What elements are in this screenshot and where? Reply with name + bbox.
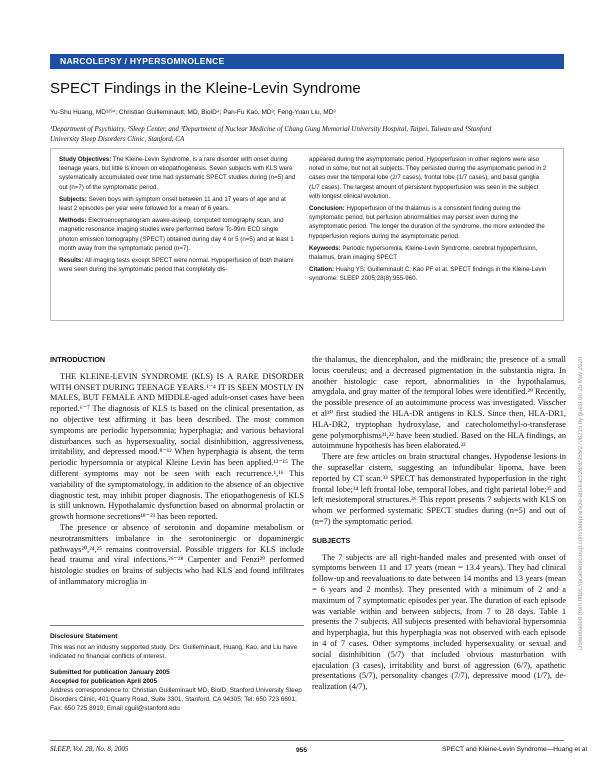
- abstract-paragraph: Keywords: Periodic hypersomnia, Kleine-Levin Syndrome, cerebral hypoperfusion, thalamus, brain imaging SPECT: [309, 244, 538, 262]
- abstract-paragraph: Subjects: Seven boys with symptom onset between 11 and 17 years of age and at least 2 episodes per year were followed for a mean of 6 years.: [59, 195, 286, 213]
- page-number: 955: [296, 747, 308, 754]
- article-title: SPECT Findings in the Kleine-Levin Syndrome: [50, 80, 361, 97]
- submitted-date: Submitted for publication January 2005: [50, 669, 170, 676]
- body-left-column: [50, 355, 304, 588]
- body-paragraph: The presence or absence of serotonin and dopamine metabolism or neurotransmitters imbalance in the serotoninergic or dopaminergic pathways²⁰,²⁴,²⁵ remains controversial. Possible triggers for KLS include head trauma and viral infections.²⁶⁻²⁸ Carpenter and Fenzi²⁹ performed histologic studies on brains of subjects who had KLS and found infiltrates of inflammatory microglia in: [50, 522, 304, 586]
- intro-heading: INTRODUCTION: [50, 355, 106, 364]
- abstract-paragraph: Conclusion: Hypoperfusion of the thalamus is a consistent finding during the symptomatic period, but perfusion abnormalities may persist even during the asymptomatic period. The longer the duration of the syndrome, the more extended the hypoperfusion regions during the asymptomatic period.: [309, 205, 545, 240]
- footer-divider: [50, 740, 564, 741]
- divider: [50, 625, 304, 626]
- running-header: SPECT and Kleine-Levin Syndrome—Huang et al: [442, 746, 588, 753]
- abstract-box: [50, 148, 564, 321]
- subjects-heading: SUBJECTS: [312, 535, 351, 545]
- abstract-right-column: [309, 155, 547, 287]
- disclosure-block: [50, 632, 304, 713]
- abstract-paragraph: Methods: Electroencephalogram awake-asleep, computed tomography scan, and magnetic resonance imaging studies were performed before Tc-99m ECD single photon emission tomography (SPECT) obtained during day 4 or 5 (n=5) and at least 1 month away from the symptomatic period (n=7).: [59, 217, 294, 252]
- disclosure-heading: Disclosure Statement: [50, 633, 118, 640]
- correspondence-address: Address correspondence to: Christian Guilleminault MD, BiolD, Stanford University Sleep Disorders Clinic, 401 Quarry Road, Suite 3301, Stanford, CA 94305; Tel: 650 723 6601; Fax: 650 725 8910; Email cguil@stanford.edu: [50, 687, 302, 712]
- body-right-column: [312, 355, 566, 693]
- disclosure-text: This was not an industry supported study. Drs. Guilleminault, Huang, Kao, and Liu have indicated no financial conflicts of interest.: [50, 644, 298, 660]
- abstract-left-column: [59, 155, 297, 277]
- section-banner: NARCOLEPSY / HYPERSOMNOLENCE: [50, 54, 564, 69]
- download-watermark: Downloaded from https://academic.oup.com/sleep/article-abstract/28/8/955/2708215 by guest on 25 May 2020: [578, 356, 584, 650]
- accepted-date: Accepted for publication April 2005: [50, 678, 158, 685]
- abstract-paragraph: appeared during the asymptomatic period. Hypoperfusion in other regions were also noted in some, but not all subjects. They persisted during the asymptomatic period in 2 cases over the temporal lobe (2/7 cases), frontal lobe (1/7 cases), and basal ganglia (1/7 cases). The largest amount of persistent hypoperfusion was seen in the subject with longest clinical evolution.: [309, 156, 547, 200]
- body-paragraph: The 7 subjects are all right-handed males and presented with onset of symptoms between 11 and 17 years (mean = 13.4 years). They had clinical follow-up and reevaluations to date between 14 months and 13 years (mean = 6 years and 2 months). They presented with a minimum of 2 and a maximum of 7 symptomatic episodes per year. The duration of each episode was variable within and between subjects, from 7 to 28 days. Table 1 presents the 7 subjects. All subjects presented with behavioral hypersomnia and hyperphagia, but this hyperphagia was not observed with each episode in 4 of 7 cases. Other symptoms included hypersexuality or sexual and social disinhibition (5/7) that included obvious masturbation with ejaculation (3 cases), irritability and burst of aggression (6/7), apathetic presentations (5/7), personality changes (7/7), depressive mood (1/7), de-realization (4/7),: [312, 552, 566, 692]
- abstract-paragraph: Study Objectives: The Kleine-Levin Syndrome, is a rare disorder with onset during teenage years, but little is known on etiopathogenesis. Seven subjects with KLS were systematically accumulated over time had systematic SPECT studies during (n=5) and out (n=7) of the symptomatic period.: [59, 156, 296, 191]
- body-paragraph: THE KLEINE-LEVIN SYNDROME (KLS) IS A RARE DISORDER WITH ONSET DURING TEENAGE YEARS.¹⁻⁴ IT IS SEEN MOSTLY IN MALES, BUT FEMALE AND MIDDLE-aged adult-onset cases have been reported.⁶⁻⁷ The diagnosis of KLS is based on the clinical presentation, as no objective test affirming it has been described. The most common symptoms are periodic hypersomnia; hyperphagia; and various behavioral disturbances such as hypersexuality, social disinhibition, aggressiveness, irritability, and depressed mood.⁸⁻¹² When hyperphagia is absent, the term periodic hypersomnia or atypical Kleine Levin has been applied.¹³⁻¹⁵ The different symptoms may not be seen with each recurrence.¹,¹⁶ This variability of the symptomatology, in addition to the absence of an objective diagnostic test, may inhibit proper diagnosis. The etiopathogenesis of KLS is still unknown. Hypothalamic dysfunction based on abnormal prolactin or growth hormone secretions¹⁸⁻²³ has been reported.: [50, 371, 304, 522]
- author-list: Yu-Shu Huang, MD¹²³⁴; Christian Guilleminault, MD, BiolD⁴; Pan-Fu Kao, MD³; Feng-Yuan Liu, MD³: [50, 109, 336, 116]
- abstract-paragraph: Citation: Huang YS; Guilleminault C; Kao PF et al. SPECT findings in the Kleine-Levin syndrome. SLEEP 2005;28(8):955-960.: [309, 266, 547, 283]
- abstract-paragraph: Results: All imaging tests except SPECT were normal. Hypoperfusion of both thalami were seen during the symptomatic period that completely dis-: [59, 257, 294, 274]
- affiliations: ¹Department of Psychiatry, ²Sleep Center, and ³Department of Nuclear Medicine of Chang Gung Memorial University Hospital, Taipei, Taiwan and ⁴Stanford University Sleep Disorders Clinic, Stanford, CA: [50, 125, 492, 143]
- body-paragraph: the thalamus, the diencephalon, and the midbrain; the presence of a small locus coeruleus; and a decreased pigmentation in the substantia nigra. In another histologic case report, abnormalities in the hypothalamus, amygdala, and gray matter of the temporal lobes were identified.²⁹ Recently, the possible presence of an autoimmune process was investigated. Visscher et al³⁰ first studied the HLA-DR antigens in KLS. Since then, HLA-DR1, HLA-DR2, tryptophan hydroxylase, and catecholomethyl-o-transferase gene polymorphisms³¹,³² have been studied. Based on the HLA findings, an autoimmune hypothesis has been elaborated.³²: [312, 355, 566, 451]
- journal-citation: SLEEP, Vol. 28, No. 8, 2005: [50, 745, 129, 753]
- body-paragraph: There are few articles on brain structural changes. Hypodense lesions in the suprasellar cistern, suggesting an infundibular lipoma, have been reported by CT scan.³³ SPECT has demonstrated hypoperfusion in the right frontal lobe;³⁴ left frontal lobe, temporal lobes, and right parietal lobe;³⁵ and left mesiotemporal structures.³⁶ This report presents 7 subjects with KLS on whom we performed systematic SPECT studies during (n=5) and out of (n=7) the symptomatic period.: [312, 452, 566, 526]
